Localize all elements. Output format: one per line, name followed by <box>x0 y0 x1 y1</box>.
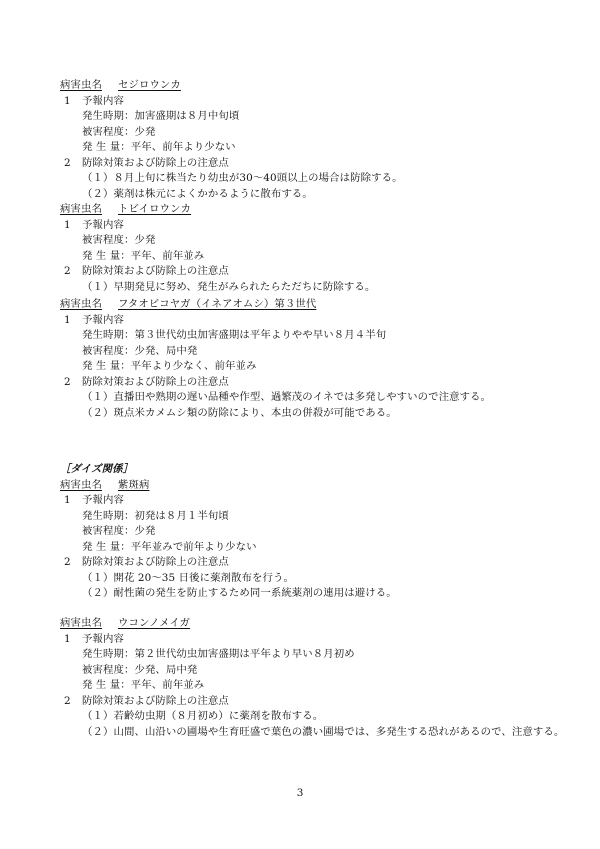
pest-title <box>60 478 560 494</box>
page-number: 3 <box>296 787 304 799</box>
heading-forecast <box>60 94 560 110</box>
pest-title <box>60 297 560 313</box>
heading-number: 1 <box>64 313 71 326</box>
heading-number: 2 <box>64 375 71 388</box>
heading-control <box>60 694 560 710</box>
heading-forecast <box>60 493 560 509</box>
heading-control <box>60 375 560 391</box>
pest-title <box>60 78 560 94</box>
forecast-line-damage: 被害程度：少発 <box>82 234 156 246</box>
forecast-line-amount: 発 生 量：平年、前年並み <box>82 249 205 262</box>
heading-control <box>60 555 560 571</box>
control-measure-2: （２）斑点米カメムシ類の防除により、本虫の併殺が可能である。 <box>82 406 397 419</box>
heading-text: 防除対策および防除上の注意点 <box>82 556 229 568</box>
title-prefix: 病害虫名 <box>60 617 102 629</box>
title-prefix: 病害虫名 <box>60 298 102 310</box>
section-tobiiro-unka <box>60 202 560 295</box>
heading-text: 防除対策および防除上の注意点 <box>82 156 229 169</box>
control-measure-2: （２）薬剤は株元によくかかるように散布する。 <box>82 187 313 200</box>
pest-name: フタオビコヤガ（イネアオムシ）第３世代 <box>117 298 317 310</box>
heading-text: 予報内容 <box>82 632 124 645</box>
heading-forecast <box>60 632 560 648</box>
control-measure-2: （２）山間、山沿いの圃場や生育旺盛で葉色の濃い圃場では、多発生する恐れがあるので、注意する。 <box>82 725 565 738</box>
control-measure-1: （１）若齢幼虫期（８月初め）に薬剤を散布する。 <box>82 710 324 722</box>
forecast-line-timing: 発生時期：第２世代幼虫加害盛期は平年より早い８月初め <box>82 648 355 660</box>
heading-text: 予報内容 <box>82 218 124 231</box>
forecast-line-timing: 発生時期：初発は８月１半旬頃 <box>82 509 229 522</box>
forecast-line-damage: 被害程度：少発 <box>82 525 156 537</box>
forecast-line-timing: 発生時期：第３世代幼虫加害盛期は平年よりやや早い８月４半旬 <box>82 329 387 341</box>
heading-number: 1 <box>64 94 71 107</box>
heading-number: 2 <box>64 694 71 707</box>
control-measure-1: （１）８月上旬に株当たり幼虫が30～40頭以上の場合は防除する。 <box>82 172 403 184</box>
title-prefix: 病害虫名 <box>60 478 102 491</box>
heading-number: 1 <box>64 218 71 231</box>
section-futaobi-koyaga <box>60 297 560 421</box>
heading-control <box>60 156 560 172</box>
title-prefix: 病害虫名 <box>60 79 102 91</box>
heading-number: 2 <box>64 265 71 277</box>
pest-name: 紫斑病 <box>117 478 150 491</box>
section-sejiro-unka <box>60 78 560 202</box>
control-measure-1: （１）直播田や熟期の遅い品種や作型、過繁茂のイネでは多発しやすいので注意する。 <box>82 391 492 403</box>
title-prefix: 病害虫名 <box>60 203 102 215</box>
heading-text: 予報内容 <box>82 94 124 107</box>
heading-forecast <box>60 313 560 329</box>
forecast-line-damage: 被害程度：少発 <box>82 125 156 138</box>
forecast-line-amount: 発 生 量：平年より少なく、前年並み <box>82 360 257 372</box>
heading-text: 防除対策および防除上の注意点 <box>82 375 229 388</box>
pest-title <box>60 616 560 632</box>
heading-text: 防除対策および防除上の注意点 <box>82 694 229 707</box>
pest-name: トビイロウンカ <box>117 203 192 215</box>
forecast-line-damage: 被害程度：少発、局中発 <box>82 344 198 357</box>
section-ukonnomeiga <box>60 616 565 740</box>
forecast-line-amount: 発 生 量：平年並みで前年より少ない <box>82 540 257 553</box>
pest-name: セジロウンカ <box>117 79 181 91</box>
heading-text: 防除対策および防除上の注意点 <box>82 265 229 277</box>
heading-number: 2 <box>64 556 71 568</box>
control-measure-2: （２）耐性菌の発生を防止するため同一系統薬剤の連用は避ける。 <box>82 587 397 599</box>
pest-name: ウコンノメイガ <box>117 617 191 629</box>
forecast-line-amount: 発 生 量：平年、前年より少ない <box>82 141 236 153</box>
control-measure-1: （１）開花 20～35 日後に薬剤散布を行う。 <box>82 571 294 584</box>
heading-number: 2 <box>64 156 71 169</box>
forecast-line-amount: 発 生 量：平年、前年並み <box>82 679 205 691</box>
forecast-line-damage: 被害程度：少発、局中発 <box>82 663 198 676</box>
heading-forecast <box>60 218 560 234</box>
heading-control <box>60 264 560 280</box>
forecast-line-timing: 発生時期：加害盛期は８月中旬頃 <box>82 110 240 122</box>
heading-text: 予報内容 <box>82 494 124 506</box>
section-shihan-byo <box>60 462 560 602</box>
heading-text: 予報内容 <box>82 313 124 326</box>
category-heading: ［ダイズ関係］ <box>60 463 134 475</box>
pest-title <box>60 202 560 218</box>
heading-number: 1 <box>64 632 71 645</box>
control-measure-1: （１）早期発見に努め、発生がみられたらただちに防除する。 <box>82 280 376 293</box>
heading-number: 1 <box>64 494 71 506</box>
